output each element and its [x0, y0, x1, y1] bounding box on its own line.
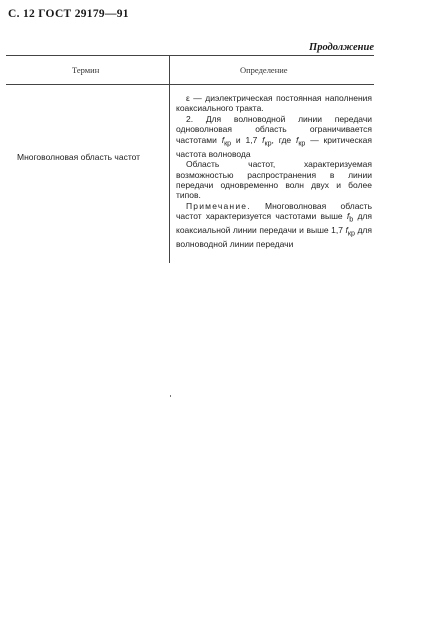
definition-note: Примечание. Многоволновая область частот характеризуется частотами выше $f_b$ для коаксиальной линии передачи и выше 1,7 $f_{кр}$ для волноводной линии передачи	[176, 200, 372, 250]
table-column-divider	[169, 55, 170, 263]
scan-speck	[170, 395, 171, 397]
page-header: С. 12 ГОСТ 29179—91	[8, 8, 129, 20]
column-header-term: Термин	[72, 65, 100, 75]
definition-paragraph-1: ε — диэлектрическая постоянная наполнения коаксиального тракта.	[176, 93, 372, 114]
table-header-rule	[6, 84, 374, 85]
table-top-rule	[6, 55, 374, 56]
term-cell: Многоволновая область частот	[17, 152, 141, 162]
continuation-label: Продолжение	[309, 42, 374, 53]
definition-cell	[176, 93, 372, 250]
note-label: Примечание.	[186, 200, 251, 211]
column-header-definition: Определение	[240, 65, 288, 75]
definition-paragraph-2: 2. Для волноводной линии передачи одноволновая область ограничивается частотами $f_{кр}$ и 1,7 $f_{кр}$, где $f_{кр}$ — критическая частота волновода	[176, 113, 372, 159]
definition-paragraph-3: Область частот, характеризуемая возможностью распространения в линии передачи одновременно волн двух и более типов.	[176, 159, 372, 201]
